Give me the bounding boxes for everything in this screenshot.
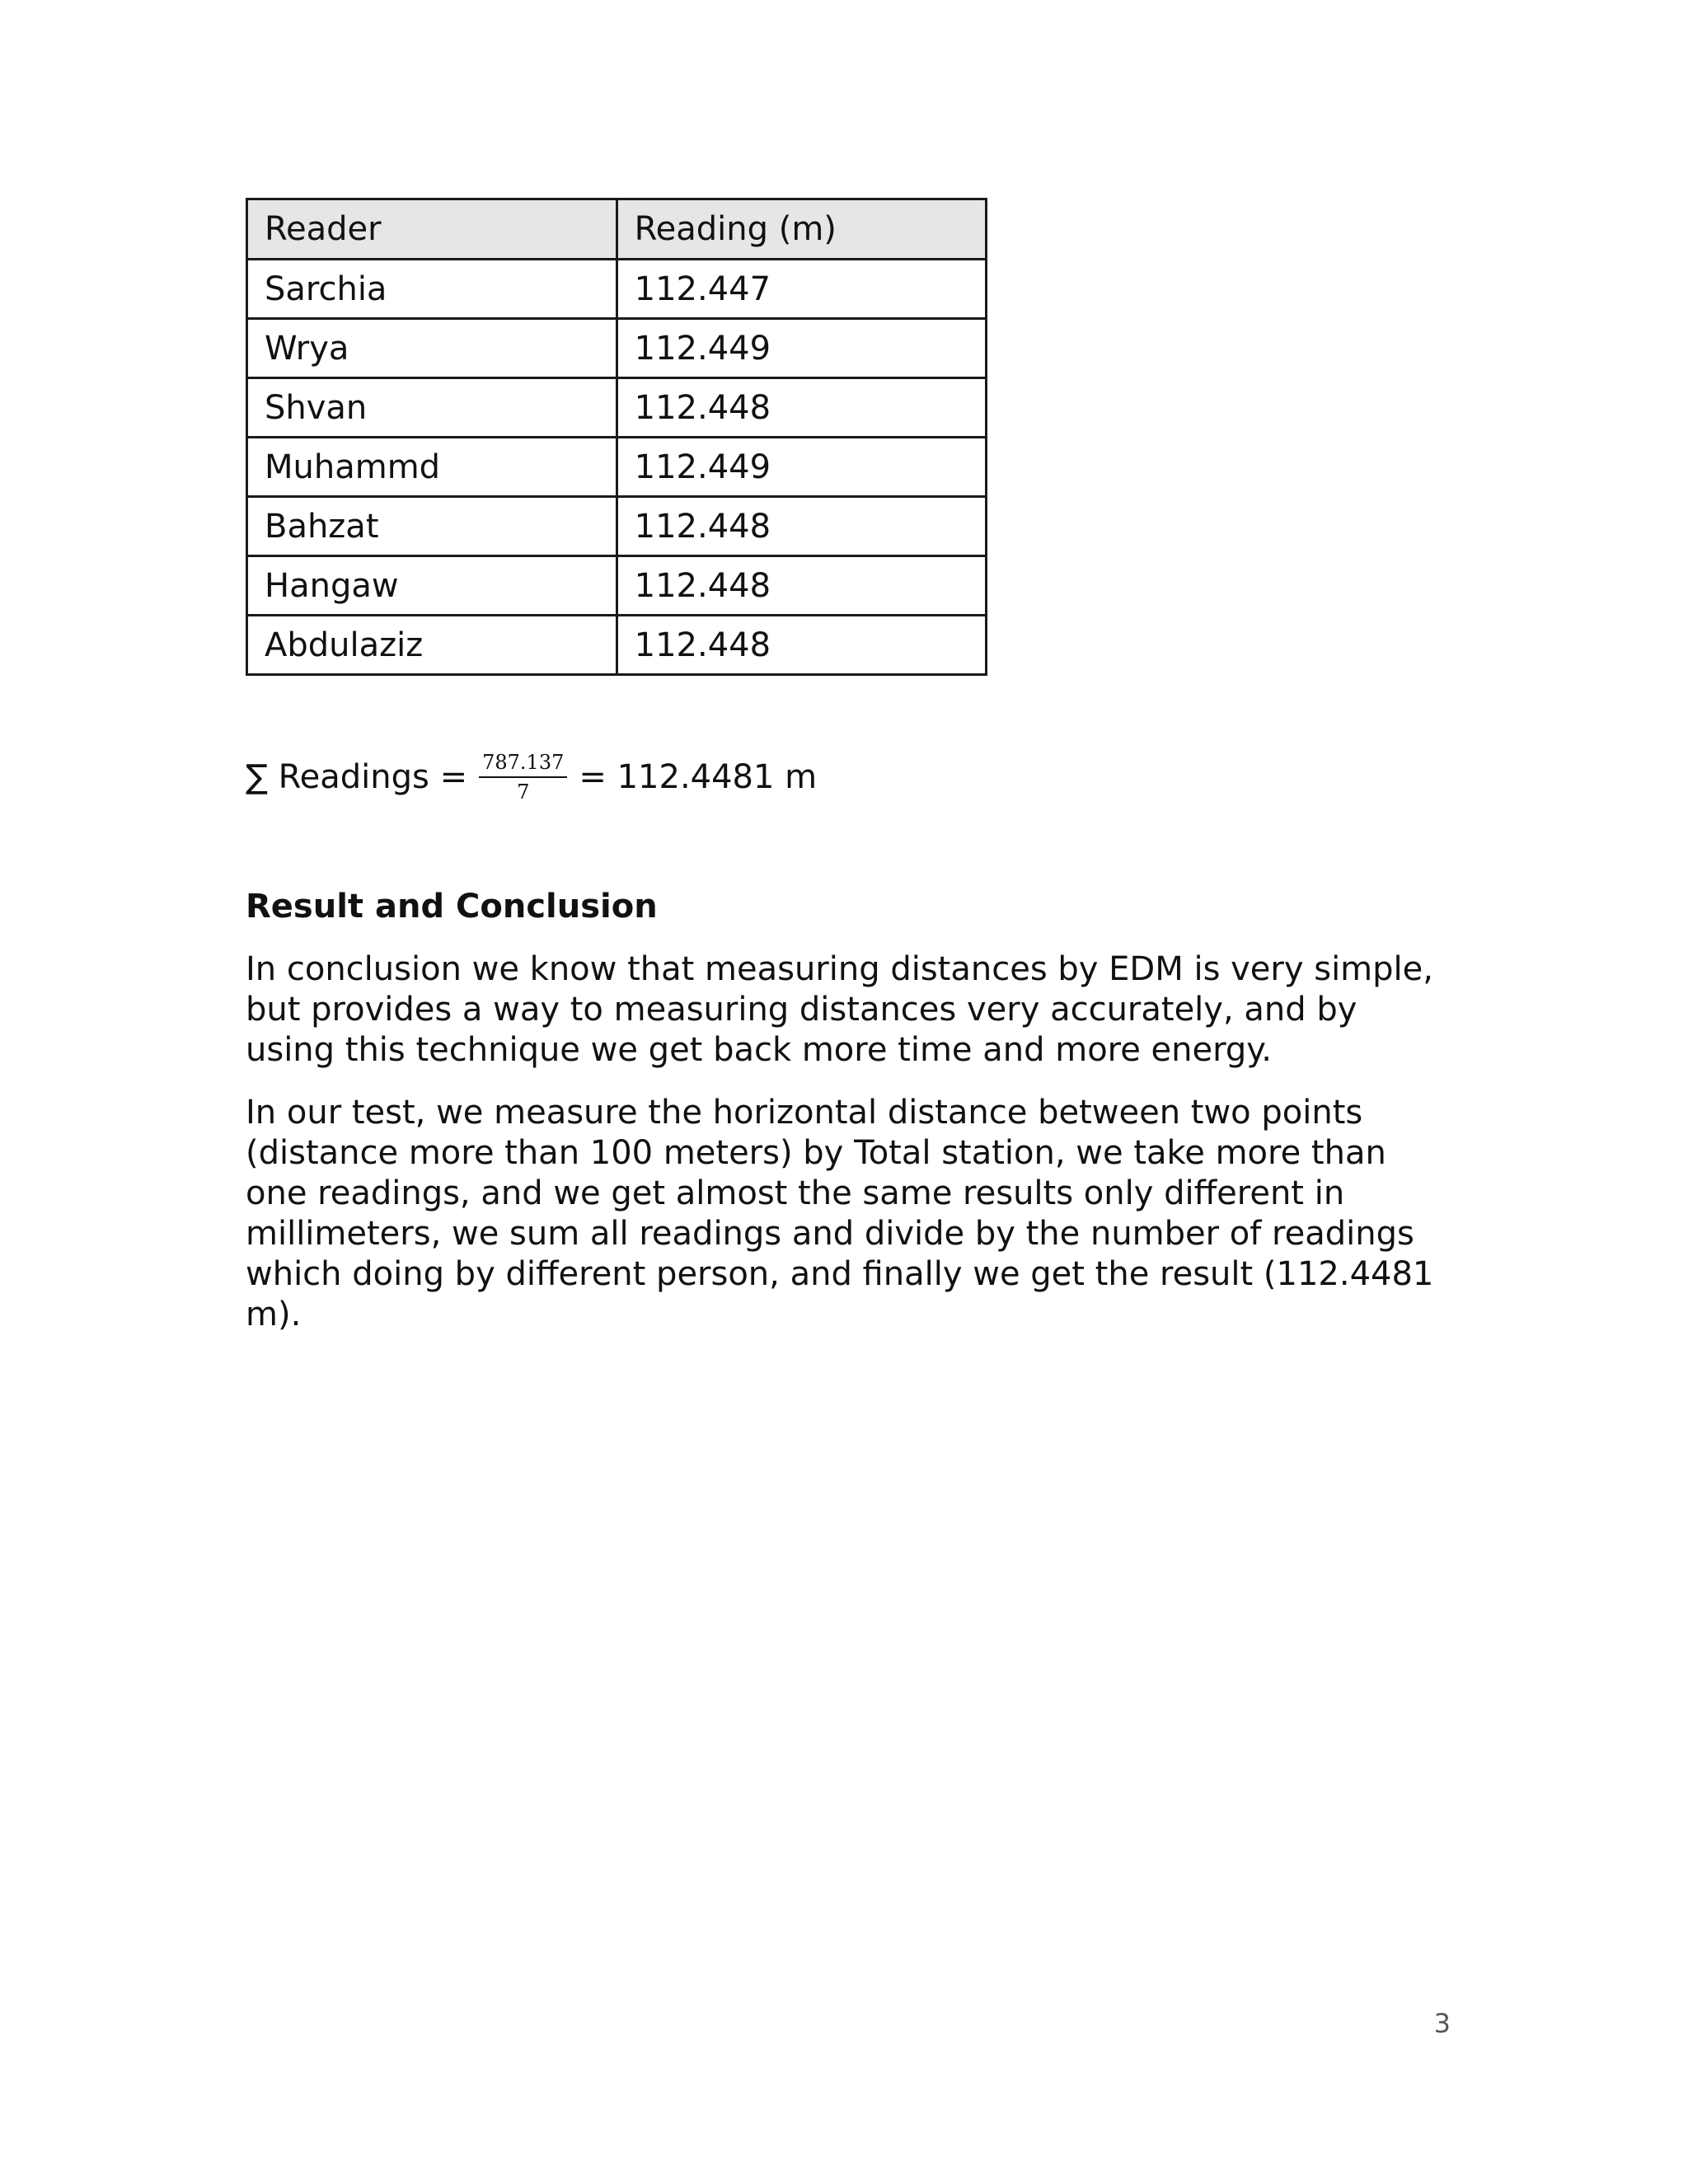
reading-value: 112.448: [617, 616, 986, 675]
header-reader: Reader: [247, 199, 617, 260]
table-header-row: [247, 199, 987, 260]
reader-name: Wrya: [247, 319, 617, 378]
reading-value: 112.447: [617, 260, 986, 319]
formula-lhs: ∑ Readings =: [246, 758, 468, 796]
average-formula: [246, 740, 817, 814]
formula-numerator: 787.137: [479, 752, 567, 778]
conclusion-paragraph-1: In conclusion we know that measuring distances by EDM is very simple, but provides a way to measuring distances very accurately, and by using this technique we get back more time and more energy.: [246, 950, 1433, 1069]
table-row: [247, 497, 987, 556]
formula-fraction: [479, 752, 567, 804]
page-number: 3: [1433, 2008, 1451, 2039]
header-reading: Reading (m): [617, 199, 986, 260]
reader-name: Abdulaziz: [247, 616, 617, 675]
reading-value: 112.449: [617, 438, 986, 497]
reading-value: 112.449: [617, 319, 986, 378]
table-row: [247, 260, 987, 319]
table-row: [247, 319, 987, 378]
reader-name: Bahzat: [247, 497, 617, 556]
formula-denominator: 7: [517, 780, 530, 804]
table-row: [247, 616, 987, 675]
section-heading: Result and Conclusion: [246, 888, 658, 926]
reader-name: Sarchia: [247, 260, 617, 319]
table-row: [247, 378, 987, 438]
reading-value: 112.448: [617, 378, 986, 438]
reading-value: 112.448: [617, 556, 986, 616]
reading-value: 112.448: [617, 497, 986, 556]
table-row: [247, 556, 987, 616]
reader-name: Muhammd: [247, 438, 617, 497]
reader-name: Shvan: [247, 378, 617, 438]
reader-name: Hangaw: [247, 556, 617, 616]
conclusion-paragraph-2: In our test, we measure the horizontal distance between two points (distance more than 100 meters) by Total station, we take more than one readings, and we get almost the same results only different in millimeters, we sum all readings and divide by the number of readings which doing by different person, and finally we get the result (112.4481 m).: [246, 1094, 1434, 1333]
formula-rhs: = 112.4481 m: [579, 758, 818, 796]
table-row: [247, 438, 987, 497]
readings-table: [246, 198, 987, 676]
